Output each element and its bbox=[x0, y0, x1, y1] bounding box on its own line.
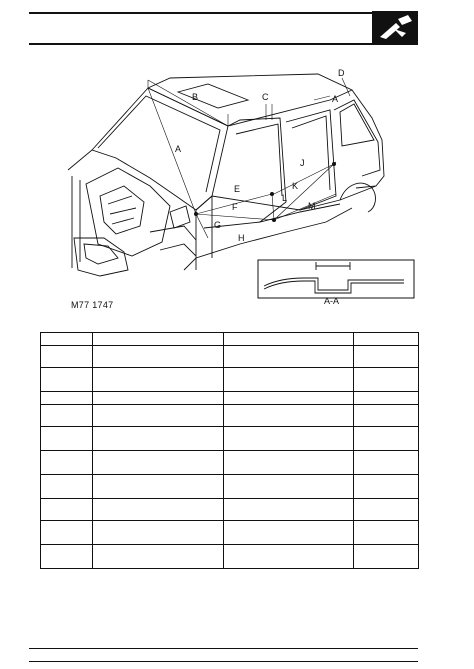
table-row bbox=[41, 368, 419, 392]
table-cell bbox=[223, 545, 354, 569]
table-cell bbox=[223, 521, 354, 545]
table-cell bbox=[92, 451, 223, 475]
table-cell bbox=[41, 427, 93, 451]
table-cell bbox=[92, 405, 223, 427]
callout-label: C bbox=[262, 92, 269, 102]
table-cell bbox=[92, 368, 223, 392]
table-cell bbox=[354, 333, 419, 346]
table-cell bbox=[41, 405, 93, 427]
table-cell bbox=[41, 521, 93, 545]
table-row bbox=[41, 405, 419, 427]
table-cell bbox=[223, 499, 354, 521]
table-row bbox=[41, 392, 419, 405]
callout-label: A bbox=[332, 94, 339, 104]
table-row bbox=[41, 475, 419, 499]
table-row bbox=[41, 333, 419, 346]
table-cell bbox=[92, 475, 223, 499]
table-cell bbox=[354, 392, 419, 405]
table-cell bbox=[41, 499, 93, 521]
callout-label: J bbox=[300, 158, 305, 168]
table-row bbox=[41, 451, 419, 475]
table-cell bbox=[223, 346, 354, 368]
table-cell bbox=[223, 392, 354, 405]
table-cell bbox=[354, 427, 419, 451]
callout-label: K bbox=[292, 181, 299, 191]
table-cell bbox=[92, 346, 223, 368]
table-cell bbox=[223, 475, 354, 499]
table-cell bbox=[92, 333, 223, 346]
table-cell bbox=[354, 545, 419, 569]
footer-bar bbox=[29, 648, 418, 662]
table-cell bbox=[354, 521, 419, 545]
callout-label: D bbox=[338, 68, 345, 78]
table-cell bbox=[223, 333, 354, 346]
table-row bbox=[41, 499, 419, 521]
callout-label: F bbox=[232, 202, 238, 212]
table-cell bbox=[41, 368, 93, 392]
table-row bbox=[41, 521, 419, 545]
table-cell bbox=[354, 499, 419, 521]
table-cell bbox=[41, 475, 93, 499]
table-cell bbox=[354, 346, 419, 368]
callout-label: A bbox=[175, 144, 182, 154]
table-row bbox=[41, 545, 419, 569]
table-cell bbox=[354, 475, 419, 499]
table-row bbox=[41, 346, 419, 368]
table-cell bbox=[354, 451, 419, 475]
table-cell bbox=[223, 368, 354, 392]
callout-label: B bbox=[192, 92, 199, 102]
spec-table bbox=[40, 332, 419, 569]
table-cell bbox=[41, 545, 93, 569]
table-cell bbox=[223, 427, 354, 451]
callout-label: M bbox=[308, 201, 316, 211]
callout-label: G bbox=[214, 220, 222, 230]
table-cell bbox=[223, 451, 354, 475]
vehicle-body-diagram bbox=[0, 0, 474, 330]
table-cell bbox=[92, 392, 223, 405]
table-cell bbox=[92, 499, 223, 521]
table-cell bbox=[92, 545, 223, 569]
callout-label: E bbox=[234, 184, 241, 194]
table-cell bbox=[92, 427, 223, 451]
callout-label: L bbox=[282, 193, 288, 203]
callout-label: H bbox=[238, 233, 245, 243]
table-cell bbox=[41, 346, 93, 368]
table-cell bbox=[41, 333, 93, 346]
table-cell bbox=[41, 451, 93, 475]
figure-reference: M77 1747 bbox=[71, 300, 114, 310]
table-cell bbox=[354, 368, 419, 392]
section-label: A-A bbox=[324, 296, 340, 306]
table-row bbox=[41, 427, 419, 451]
table-cell bbox=[92, 521, 223, 545]
table-cell bbox=[223, 405, 354, 427]
table-cell bbox=[354, 405, 419, 427]
table-cell bbox=[41, 392, 93, 405]
